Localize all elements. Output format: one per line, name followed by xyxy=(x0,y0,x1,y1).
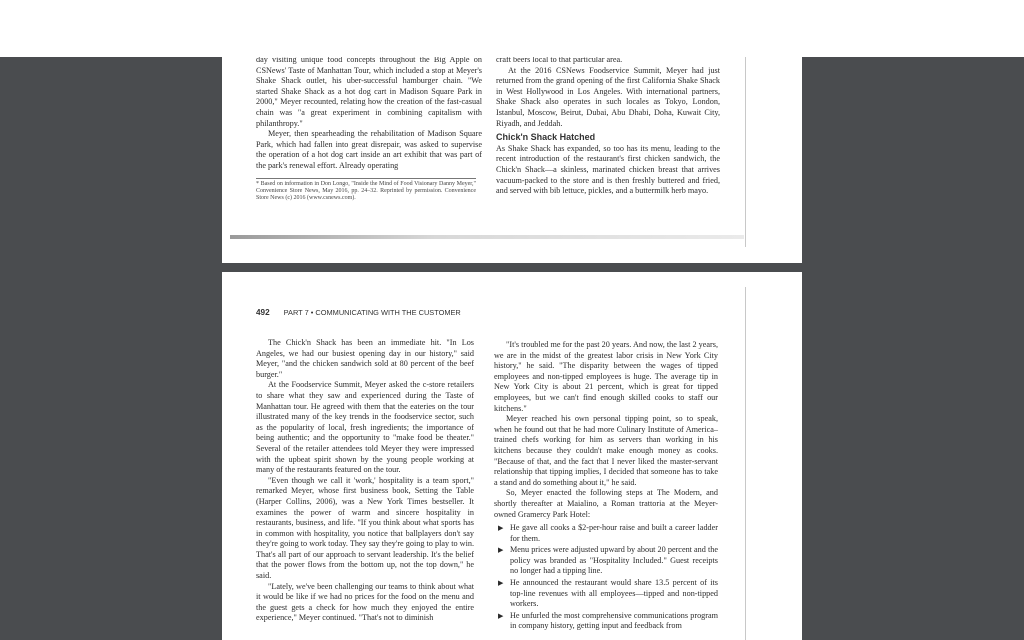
bullet-arrow-icon: ▶ xyxy=(498,524,504,533)
page2-left-column xyxy=(256,338,474,624)
paragraph: Meyer, then spearheading the rehabilitation of Madison Square Park, which had fallen into great disrepair, was asked to supervise the operation of a hot dog cart inside an art exhibit that was part of the park's renewal effort. Already operating xyxy=(256,129,482,170)
document-page-492 xyxy=(222,272,802,640)
list-item: ▶ He gave all cooks a $2-per-hour raise and built a career ladder for them. xyxy=(498,523,718,543)
page1-left-column xyxy=(256,57,482,202)
page2-right-column xyxy=(494,340,718,633)
list-item: ▶ Menu prices were adjusted upward by about 20 percent and the policy was branded as "Hospitality Included." Guest receipts no longer had a tipping line. xyxy=(498,545,718,576)
page1-right-column xyxy=(496,57,720,197)
paragraph: "Even though we call it 'work,' hospitality is a team sport," remarked Meyer, whose first business book, Setting the Table (Harper Collins, 2006), was a New York Times bestseller. It examines the power of warm and sincere hospitality in restaurants, business, and life. "If you think about what sports has in common with hospitality, you notice that ballplayers don't say they're going to work today. They say they're going to play to win. That's all part of our approach to servant leadership. It's the belief that the power flows from the bottom up, not the top down," he said. xyxy=(256,475,474,581)
paragraph: day visiting unique food concepts throughout the Big Apple on CSNews' Taste of Manhattan Tour, which included a stop at Meyer's Shake Shack outlet, his uber-successful hamburger chain. "We started Shake Shack as a hot dog cart in Madison Square Park in 2000," Meyer recounted, relating how the creation of the fast-casual chain was "a great experiment in combining capitalism with philanthropy." xyxy=(256,57,482,128)
running-head-title: PART 7 • COMMUNICATING WITH THE CUSTOMER xyxy=(283,308,461,317)
section-heading: Chick'n Shack Hatched xyxy=(496,132,596,143)
page-edge-line xyxy=(745,57,746,247)
page-number: 492 xyxy=(256,308,270,317)
paragraph: So, Meyer enacted the following steps at The Modern, and shortly thereafter at Maialino, a Roman trattoria at the Meyer-owned Gramercy Park Hotel: xyxy=(494,488,718,519)
list-item: ▶ He unfurled the most comprehensive communications program in company history, getting input and feedback from xyxy=(498,610,718,631)
footnote: * Based on information in Don Longo, "Inside the Mind of Food Visionary Danny Meyer," Convenience Store News, May 2016, pp. 24–32. Reprinted by permission. Convenience Store News (c) 2016 (www.csnews.com). xyxy=(256,178,476,203)
paragraph: craft beers local to that particular area. xyxy=(496,57,623,64)
list-item: ▶ He announced the restaurant would share 13.5 percent of its top-line revenues with all employees—tipped and non-tipped workers. xyxy=(498,578,718,609)
paragraph: "It's troubled me for the past 20 years. And now, the last 2 years, we are in the midst of the greatest labor crisis in New York City history," he said. "The disparity between the wages of tipped employees and non-tipped employees is huge. The average tip in New York City is about 21 percent, which is great for tipped employees, but we can't find enough skilled cooks to staff our kitchens." xyxy=(494,340,718,413)
bullet-arrow-icon: ▶ xyxy=(498,579,504,588)
paragraph: At the Foodservice Summit, Meyer asked the c-store retailers to share what they saw and experienced during the Taste of Manhattan tour. He agreed with them that the eateries on the tour illustrated many of the key trends in the foodservice sector, such as the popularity of local, fresh ingredients; the importance of being authentic; and the opportunity to "make food be theater." Several of the retailer attendees told Meyer they were impressed with the upbeat spirit shown by the young people working at many of the restaurants featured on the tour. xyxy=(256,380,474,475)
running-head xyxy=(256,308,461,317)
paragraph: At the 2016 CSNews Foodservice Summit, Meyer had just returned from the grand opening of the first California Shake Shack in West Hollywood in Los Angeles. With international partners, Shake Shack also operates in such locales as Tokyo, London, Istanbul, Moscow, Beirut, Dubai, Abu Dhabi, Doha, Kuwait City, Riyadh, and Jeddah. xyxy=(496,65,720,128)
page-edge-line xyxy=(745,287,746,640)
document-page-top xyxy=(222,57,802,263)
paragraph: "Lately, we've been challenging our teams to think about what it would be like if we had no prices for the food on the menu and the guest gets a check for how much they enjoyed the entire experience," Meyer continued. "That's not to diminish xyxy=(256,581,474,623)
paragraph: As Shake Shack has expanded, so too has its menu, leading to the recent introduction of the restaurant's first chicken sandwich, the Chick'n Shack—a skinless, marinated chicken breast that arrives vacuum-packed to the store and is then freshly buttered and fried, and served with bib lettuce, pickles, and a buttermilk herb mayo. xyxy=(496,143,720,196)
viewer-toolbar xyxy=(0,0,1024,57)
bullet-arrow-icon: ▶ xyxy=(498,611,504,620)
page-bottom-shadow xyxy=(230,235,744,239)
bullet-arrow-icon: ▶ xyxy=(498,546,504,555)
bullet-list xyxy=(494,523,718,632)
paragraph: The Chick'n Shack has been an immediate hit. "In Los Angeles, we had our busiest opening day in our history," said Meyer, "and the chicken sandwich sold at 80 percent of the beef burger." xyxy=(256,338,474,379)
paragraph: Meyer reached his own personal tipping point, so to speak, when he found out that he had more Culinary Institute of America–trained chefs working for him as servers than working in his kitchens because they couldn't make enough money as cooks. "Because of that, and the fact that I never liked the master-servant relationship that tipping implies, I decided that someone has to take a stand and do something about it," he said. xyxy=(494,414,718,487)
